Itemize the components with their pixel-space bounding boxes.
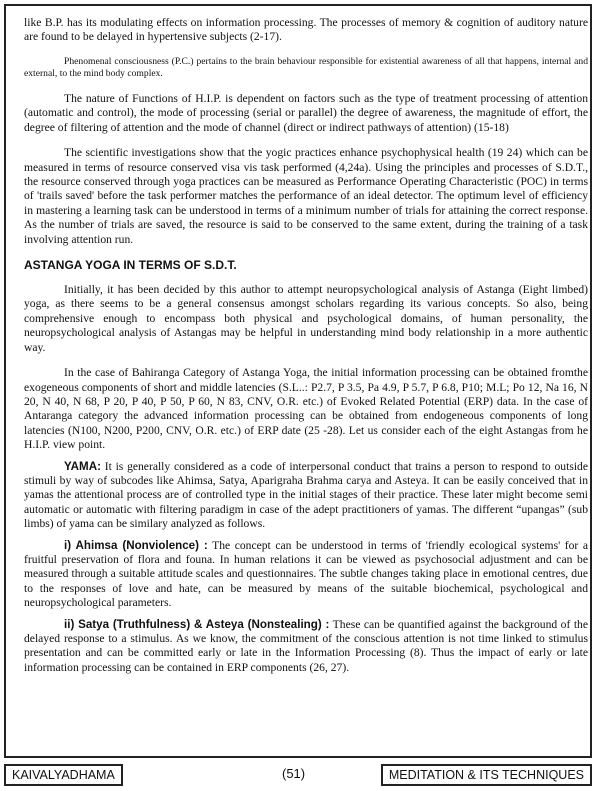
- paragraph-yama: [24, 460, 588, 532]
- note-phenomenal-consciousness: Phenomenal consciousness (P.C.) pertains to the brain behaviour responsible for existential awareness of all that happens, internal and external, to the mind body complex.: [24, 55, 588, 80]
- satya-lead: ii) Satya (Truthfulness) & Asteya (Nonstealing) :: [64, 617, 330, 631]
- footer-left-label: KAIVALYADHAMA: [4, 764, 123, 786]
- page-frame: [4, 4, 592, 758]
- ahimsa-text: The concept can be understood in terms of 'friendly ecological systems' for a fruitful preservation of flora and founa. In human relations it can be viewed as psychosocial adjustment and can be measured through a suitable attitude scales and questionnaires. The subtle changes taking place in emotional centres, due to the responses of love and hate, can be measured by means of the suitable biochemical, psychological and neuropsychological parameters.: [24, 538, 588, 610]
- page-footer: [4, 764, 592, 786]
- paragraph-initially: Initially, it has been decided by this author to attempt neuropsychological analysis of Astanga (Eight limbed) yoga, as there seems to be a general consensus amongst scholars regarding its various concepts. So also, being comprehensive enough to encompass both physical and psychological domains, of human personality, the neuropsychological analysis of Astangas may be helpful in understanding mind body relationship in a more authentic way.: [24, 283, 588, 354]
- footer-right-label: MEDITATION & ITS TECHNIQUES: [381, 764, 592, 786]
- page-number: (51): [282, 766, 306, 781]
- paragraph-ahimsa: [24, 539, 588, 611]
- paragraph-hip-functions: The nature of Functions of H.I.P. is dependent on factors such as the type of treatment processing of attention (automatic and control), the mode of processing (serial or parallel) the degree of awareness, the magnitude of effort, the degree of filtering of attention and the mode of channel (direct or indirect pathways of attention) (15-18): [24, 92, 588, 134]
- ahimsa-lead: i) Ahimsa (Nonviolence) :: [64, 538, 208, 552]
- section-heading: ASTANGA YOGA IN TERMS OF S.D.T.: [24, 258, 237, 273]
- satya-text: These can be quantified against the background of the delayed response to a stimulus. As we know, the commitment of the conscious attention is not time linked to stimulus presentation and can be committed early or late in the Information Processing (8). Thus the impact of early or late information processing can be contained in ERP components (26, 27).: [24, 617, 588, 674]
- paragraph-satya: [24, 618, 588, 676]
- page-content: [24, 16, 588, 675]
- paragraph-continued: like B.P. has its modulating effects on information processing. The processes of memory & cognition of auditory nature are found to be delayed in hypertensive subjects (2-17).: [24, 16, 588, 44]
- yama-text: It is generally considered as a code of interpersonal conduct that trains a person to respond to outside stimuli by way of subcodes like Ahimsa, Satya, Aparigraha Brahma carya and Asteya. It can be easily conceived that in yamas the attentional process are of controlled type in the initial stages of their practice. These later might become semi automatic or automatic with filtering paradigm in case of the adept practitioners of yamas. The different “upangas” (sub limbs) of yama can be similary analyzed as follows.: [24, 459, 588, 531]
- yama-lead: YAMA:: [64, 459, 101, 473]
- paragraph-scientific-investigations: The scientific investigations show that the yogic practices enhance psychophysical health (19 24) which can be measured in terms of resource conserved visa vis task performed (4,24a). Using the principles and processes of S.D.T., the resource conserved through yoga practices can be measured as Performance Operating Characteristic (POC) in terms of 'trails saved' before the task performer matches the performance of an ideal detector. The optimum level of efficiency in mastering a learning task can be understood in terms of a minimum number of trials for attaining the correct response. As the number of trials are saved, the resource is said to be conserved to the same extent, during the training of a task involving attention run.: [24, 146, 588, 246]
- paragraph-bahiranga: In the case of Bahiranga Category of Astanga Yoga, the initial information processing can be obtained fromthe exogeneous components of short and middle latencies (S.L..: P2.7, P 3.5, Pa 4.9, P 5.7, P 6.8, P10; M.L; Po 12, Na 16, N 20, N 40, N 68, P 20, P 40, P 50, P 60, N 83, CNV, O.R. etc.) of Evoked Related Potential (ERP) data. In the case of Antaranga category the advanced information processing can be obtained from endogeneous components of long latencies (N100, N200, P200, CNV, O.R. etc.) of ERP date (25 -28). Let us consider each of the eight Astangas from he H.I.P. view point.: [24, 366, 588, 452]
